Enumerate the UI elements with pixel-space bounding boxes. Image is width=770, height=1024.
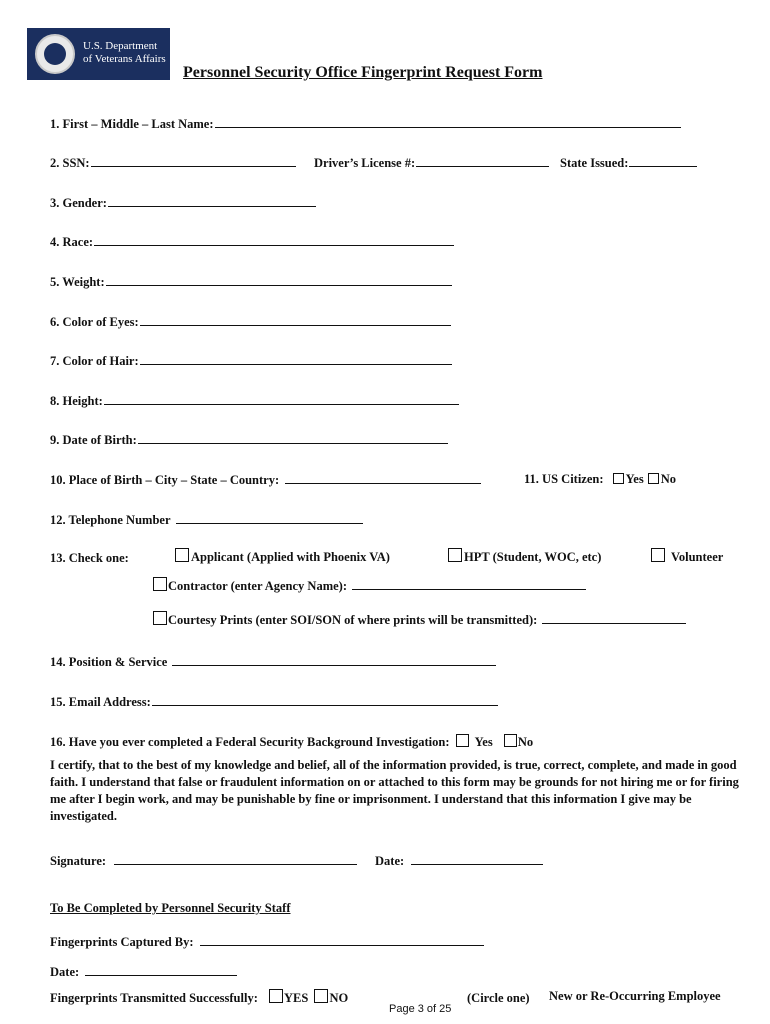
place-of-birth-input[interactable]: [285, 472, 481, 484]
signature-date-input[interactable]: [411, 853, 543, 865]
field-eye-color: 6. Color of Eyes:: [50, 314, 451, 330]
certification-statement: I certify, that to the best of my knowledge and belief, all of the information provided, is true, correct, complete, and made in good faith. I understand that false or fraudulent information on or attached to this form may be grounds for not hiring me or for firing me after I begin work, and may be punishable by fine or imprisonment. I understand that this information I give may be investigated.: [50, 758, 739, 823]
ssn-input[interactable]: [91, 155, 296, 167]
field-telephone: 12. Telephone Number: [50, 512, 363, 528]
telephone-input[interactable]: [176, 512, 363, 524]
contractor-checkbox[interactable]: [153, 577, 167, 591]
field-us-citizen: 11. US Citizen: Yes No: [524, 472, 676, 486]
field-signature: Signature:: [50, 853, 357, 869]
field-state-issued: State Issued:: [560, 155, 697, 171]
height-input[interactable]: [104, 393, 459, 405]
field-captured-by: Fingerprints Captured By:: [50, 934, 484, 950]
option-contractor: Contractor (enter Agency Name):: [153, 577, 586, 594]
state-issued-input[interactable]: [629, 155, 697, 167]
field-check-one-label: 13. Check one:: [50, 551, 129, 565]
captured-by-input[interactable]: [200, 934, 484, 946]
field-date-of-birth: 9. Date of Birth:: [50, 432, 448, 448]
agency-name-input[interactable]: [352, 578, 586, 590]
courtesy-prints-checkbox[interactable]: [153, 611, 167, 625]
va-logo: [27, 28, 170, 80]
date-of-birth-input[interactable]: [138, 432, 448, 444]
us-citizen-yes-checkbox[interactable]: [613, 473, 624, 484]
field-full-name: 1. First – Middle – Last Name:: [50, 116, 681, 132]
eye-color-input[interactable]: [140, 314, 451, 326]
field-race: 4. Race:: [50, 234, 454, 250]
field-transmitted: Fingerprints Transmitted Successfully: YES NO: [50, 991, 349, 1005]
field-signature-date: Date:: [375, 853, 543, 869]
employee-type-label: New or Re-Occurring Employee: [549, 989, 721, 1003]
applicant-checkbox[interactable]: [175, 548, 189, 562]
option-courtesy-prints: Courtesy Prints (enter SOI/SON of where prints will be transmitted):: [153, 611, 686, 628]
drivers-license-input[interactable]: [416, 155, 549, 167]
email-input[interactable]: [152, 694, 498, 706]
transmitted-no-checkbox[interactable]: [314, 989, 328, 1003]
name-input[interactable]: [215, 116, 681, 128]
circle-one-label: (Circle one): [467, 991, 530, 1005]
form-title: Personnel Security Office Fingerprint Request Form: [183, 64, 543, 81]
volunteer-checkbox[interactable]: [651, 548, 665, 562]
investigation-no-checkbox[interactable]: [504, 734, 517, 747]
position-service-input[interactable]: [172, 654, 496, 666]
option-volunteer: Volunteer: [651, 548, 723, 565]
weight-input[interactable]: [106, 274, 452, 286]
field-email: 15. Email Address:: [50, 694, 498, 710]
race-input[interactable]: [94, 234, 454, 246]
field-height: 8. Height:: [50, 393, 459, 409]
field-ssn: 2. SSN:: [50, 155, 296, 171]
hpt-checkbox[interactable]: [448, 548, 462, 562]
transmitted-yes-checkbox[interactable]: [269, 989, 283, 1003]
logo-text: U.S. Department of Veterans Affairs: [83, 40, 166, 65]
signature-input[interactable]: [114, 853, 357, 865]
hair-color-input[interactable]: [140, 353, 452, 365]
us-citizen-no-checkbox[interactable]: [648, 473, 659, 484]
page-number: Page 3 of 25: [389, 1003, 452, 1015]
field-background-investigation: 16. Have you ever completed a Federal Security Background Investigation: Yes No: [50, 735, 534, 749]
option-applicant: Applicant (Applied with Phoenix VA): [175, 548, 390, 565]
investigation-yes-checkbox[interactable]: [456, 734, 469, 747]
staff-section-heading: To Be Completed by Personnel Security Staff: [50, 901, 291, 915]
field-position-service: 14. Position & Service: [50, 654, 496, 670]
field-place-of-birth: 10. Place of Birth – City – State – Country:: [50, 472, 481, 488]
field-weight: 5. Weight:: [50, 274, 452, 290]
field-hair-color: 7. Color of Hair:: [50, 353, 452, 369]
va-seal-icon: [35, 34, 75, 74]
field-drivers-license: Driver’s License #:: [314, 155, 549, 171]
option-hpt: HPT (Student, WOC, etc): [448, 548, 601, 565]
field-staff-date: Date:: [50, 964, 237, 980]
staff-date-input[interactable]: [85, 964, 237, 976]
gender-input[interactable]: [108, 195, 316, 207]
soi-son-input[interactable]: [542, 612, 686, 624]
field-gender: 3. Gender:: [50, 195, 316, 211]
